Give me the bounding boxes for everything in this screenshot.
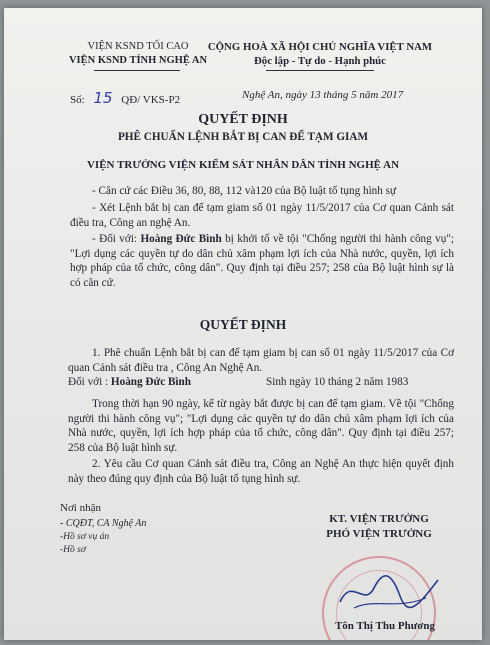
document-title: QUYẾT ĐỊNH	[198, 112, 288, 127]
agency-name: VIỆN KSND TỈNH NGHỆ AN	[68, 55, 208, 66]
document-subtitle: PHÊ CHUẨN LỆNH BẮT BỊ CAN ĐỂ TẠM GIAM	[117, 131, 369, 143]
document-page	[4, 8, 482, 640]
decision-detention-period: Trong thời hạn 90 ngày, kể từ ngày bắt được bị can để tạm giam. Về tội "Chống người thi hành công vụ"; "Lợi dụng các quyền tự do dân chủ xâm phạm lợi ích của Nhà nước, quyền, lợi ích hợp pháp của tổ chức, công dân". Quy định tại điều 257; 258 của Bộ luật hình sự.	[68, 398, 454, 454]
decision-item-1: 1. Phê chuẩn Lệnh bắt bị can để tạm giam bị can số 01 ngày 11/5/2017 của Cơ quan Cảnh sát điều tra , Công An Nghệ An.	[68, 347, 454, 374]
preamble-subject	[70, 232, 454, 290]
doc-number-suffix: QĐ/ VKS-P2	[121, 94, 181, 106]
handwritten-signature	[334, 568, 444, 616]
national-motto: Độc lập - Tự do - Hạnh phúc	[254, 55, 386, 67]
signature-title-2: PHÓ VIỆN TRƯỞNG	[326, 528, 432, 540]
preamble-subject-label: - Đối với:	[92, 233, 138, 245]
decision-heading: QUYẾT ĐỊNH	[199, 317, 287, 332]
doc-number-prefix: Số:	[70, 94, 85, 106]
preamble-legal-basis: - Căn cứ các Điều 36, 80, 88, 112 và120 của Bộ luật tố tụng hình sự	[92, 185, 397, 197]
decision-subject-birth: Sinh ngày 10 tháng 2 năm 1983	[266, 376, 409, 388]
issuer-title: VIỆN TRƯỞNG VIỆN KIỂM SÁT NHÂN DÂN TỈNH NGHỆ AN	[86, 159, 400, 171]
agency-parent: VIỆN KSND TỐI CAO	[87, 41, 189, 52]
recipient-item: -Hồ sơ vụ án	[60, 532, 110, 542]
decision-subject-name: Hoàng Đức Bình	[110, 376, 191, 388]
signer-name: Tôn Thị Thu Phương	[334, 620, 436, 632]
preamble-subject-charges: bị khởi tố về tội "Chống người thi hành công vụ"; "Lợi dụng các quyền tự do dân chủ xâm phạm lợi ích của Nhà nước, quyền, lợi ích hợp pháp của tổ chức, công dân". Quy định tại điều 257; 258 của Bộ luật hình sự là có căn cứ.	[70, 233, 455, 289]
agency-underline	[94, 70, 180, 71]
motto-underline	[266, 70, 374, 71]
doc-number-row	[70, 89, 180, 107]
recipient-item: -Hồ sơ	[60, 545, 86, 555]
preamble-review: - Xét Lệnh bắt bị can để tạm giam số 01 ngày 11/5/2017 của Cơ quan Cảnh sát điều tra, Công an nghệ An.	[70, 202, 454, 229]
place-date: Nghệ An, ngày 13 tháng 5 năm 2017	[242, 89, 404, 101]
decision-subject-label: Đối với :	[68, 376, 109, 388]
decision-item-2: 2. Yêu cầu Cơ quan Cảnh sát điều tra, Công an Nghệ An thực hiện quyết định này theo đúng quy định của Bộ luật tố tụng hình sự.	[68, 458, 454, 485]
decision-subject-row	[68, 376, 191, 388]
doc-number-handwritten: 15	[93, 89, 113, 107]
recipients-label: Nơi nhận	[60, 502, 101, 514]
preamble-subject-name: Hoàng Đức Bình	[140, 233, 222, 245]
signature-title-1: KT. VIỆN TRƯỞNG	[329, 513, 429, 525]
country-name: CỘNG HOÀ XÃ HỘI CHỦ NGHĨA VIỆT NAM	[207, 41, 433, 53]
recipient-item: - CQĐT, CA Nghệ An	[60, 518, 147, 529]
